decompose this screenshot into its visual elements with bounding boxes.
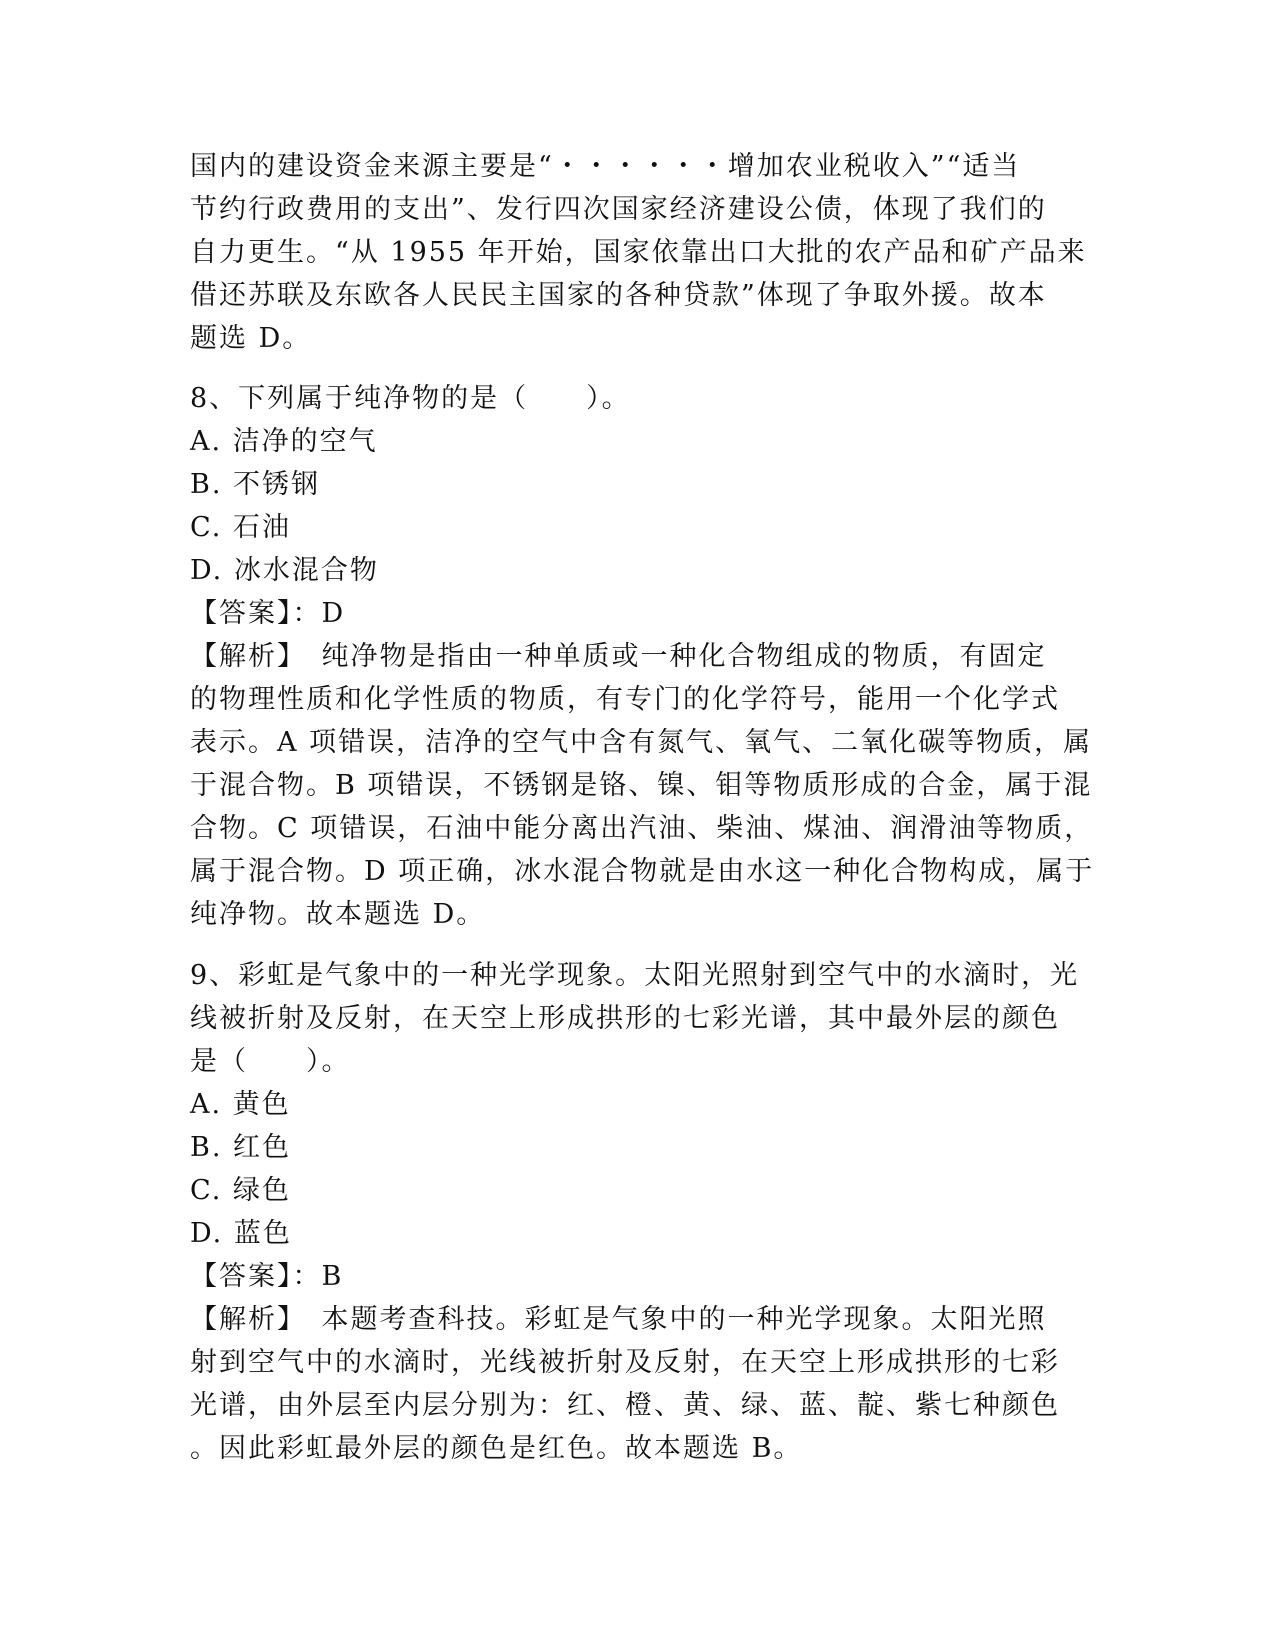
analysis-line: 。因此彩虹最外层的颜色是红色。故本题选 B。	[190, 1433, 803, 1464]
question-stem: 8、下列属于纯净物的是（ ）。	[190, 383, 631, 414]
analysis-line: 【解析】 本题考查科技。彩虹是气象中的一种光学现象。太阳光照	[190, 1304, 1047, 1335]
answer: 【答案】：D	[190, 598, 346, 629]
option-a: A. 洁净的空气	[190, 426, 378, 457]
text-line: 节约行政费用的支出”、发行四次国家经济建设公债，体现了我们的	[190, 194, 1047, 225]
option-b: B. 红色	[190, 1132, 292, 1163]
spacer	[190, 360, 1090, 377]
text-line: 题选 D。	[190, 323, 312, 354]
analysis-line: 表示。A 项错误，洁净的空气中含有氮气、氧气、二氧化碳等物质，属	[190, 727, 1093, 758]
analysis-line: 合物。C 项错误，石油中能分离出汽油、柴油、煤油、润滑油等物质，	[190, 813, 1094, 844]
option-d: D. 冰水混合物	[190, 555, 379, 586]
analysis-line: 【解析】 纯净物是指由一种单质或一种化合物组成的物质，有固定	[190, 641, 1047, 672]
document-page	[190, 145, 1095, 1470]
analysis-line: 光谱，由外层至内层分别为：红、橙、黄、绿、蓝、靛、紫七种颜色	[190, 1390, 1060, 1421]
question-9	[190, 954, 1090, 1470]
text-line: 自力更生。“从 1955 年开始，国家依靠出口大批的农产品和矿产品来	[190, 237, 1087, 268]
question-stem: 是（ ）。	[190, 1046, 351, 1077]
text-line: 国内的建设资金来源主要是“・・・・・・增加农业税收入”“适当	[190, 151, 1021, 182]
answer: 【答案】：B	[190, 1261, 344, 1292]
option-c: C. 绿色	[190, 1175, 291, 1206]
question-stem: 9、彩虹是气象中的一种光学现象。太阳光照射到空气中的水滴时，光	[190, 960, 1080, 991]
previous-explanation	[190, 145, 1090, 360]
analysis-line: 纯净物。故本题选 D。	[190, 899, 486, 930]
option-c: C. 石油	[190, 512, 291, 543]
analysis-line: 的物理性质和化学性质的物质，有专门的化学符号，能用一个化学式	[190, 684, 1060, 715]
analysis-line: 射到空气中的水滴时，光线被折射及反射，在天空上形成拱形的七彩	[190, 1347, 1060, 1378]
question-8	[190, 377, 1095, 936]
question-stem: 线被折射及反射，在天空上形成拱形的七彩光谱，其中最外层的颜色	[190, 1003, 1060, 1034]
option-a: A. 黄色	[190, 1089, 291, 1120]
analysis-line: 于混合物。B 项错误，不锈钢是铬、镍、钼等物质形成的合金，属于混	[190, 770, 1093, 801]
option-b: B. 不锈钢	[190, 469, 321, 500]
spacer	[190, 936, 1090, 954]
option-d: D. 蓝色	[190, 1218, 292, 1249]
text-line: 借还苏联及东欧各人民民主国家的各种贷款”体现了争取外援。故本	[190, 280, 1047, 311]
analysis-line: 属于混合物。D 项正确，冰水混合物就是由水这一种化合物构成，属于	[190, 856, 1095, 887]
